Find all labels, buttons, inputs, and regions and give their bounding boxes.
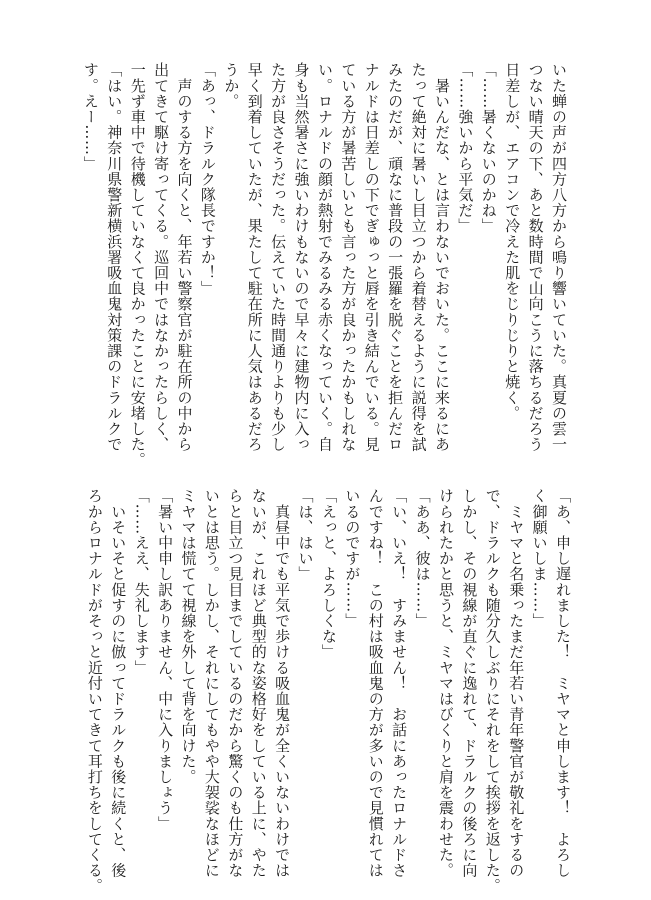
text-line: うか。 xyxy=(222,62,241,109)
text-line: 「い、いえ！ すみません！ お話にあったロナルドさ xyxy=(390,488,409,878)
text-line: 暑いんだな、とは言わないでおいた。ここに来るにあ xyxy=(432,62,451,452)
text-line: 「は、はい」 xyxy=(296,488,315,582)
text-line: ミヤマは慌てて視線を外して背を向けた。 xyxy=(179,488,198,785)
text-line: たって絶対に暑いし目立つから着替えるように説得を試 xyxy=(409,62,428,452)
text-line: 「……暑くないのかね」 xyxy=(479,62,498,234)
text-block-top xyxy=(81,62,570,470)
text-line: た方が良さそうだった。伝えていた時間通りよりも少し xyxy=(269,62,288,452)
text-line: 声のする方を向くと、年若い警察官が駐在所の中から xyxy=(175,62,194,452)
text-line: らと目立つ見目までしているのだから驚くのも仕方がな xyxy=(226,488,245,878)
text-line: 「えっと、よろしくな」 xyxy=(319,488,338,660)
text-line: ミヤマと名乗ったまだ年若い青年警官が敬礼をするの xyxy=(507,488,526,878)
text-line: しかし、その視線が直ぐに逸れて、ドラルクの後ろに向 xyxy=(460,488,479,878)
text-line: ナルドは日差しの下でぎゅっと唇を引き結んでいる。見 xyxy=(362,62,381,452)
text-line: 出てきて駆け寄ってくる。巡回中ではなかったらしく、 xyxy=(152,62,171,452)
text-line: 真昼中でも平気で歩ける吸血鬼が全くいないわけでは xyxy=(273,488,292,878)
text-line: 「あ、申し遅れました！ ミヤマと申します！ よろし xyxy=(554,488,572,878)
text-line: 「はい。神奈川県警新横浜署吸血鬼対策課のドラルクで xyxy=(105,62,124,452)
text-line: ろからロナルドがそっと近付いてきて耳打ちをしてくる。 xyxy=(85,488,104,894)
text-line: す。えー……」 xyxy=(81,62,100,172)
text-line: い。ロナルドの顔が熱射でみるみる赤くなっていく。自 xyxy=(315,62,334,452)
text-line: 「……強いから平気だ」 xyxy=(456,62,475,234)
text-line: 「ああ、彼は……」 xyxy=(413,488,432,629)
text-block-bottom xyxy=(85,488,574,894)
text-line: いるのですが……」 xyxy=(343,488,362,629)
text-line: ている方が暑苦しいとも言った方が良かったかもしれな xyxy=(339,62,358,452)
text-line: 身も当然暑さに強いわけもないので早々に建物内に入っ xyxy=(292,62,311,452)
text-line: んですね！ この村は吸血鬼の方が多いので見慣れては xyxy=(366,488,385,878)
text-line: いとは思う。しかし、それにしてもやや大袈裟なほどに xyxy=(202,488,221,878)
text-line: 「……ええ、失礼します」 xyxy=(132,488,151,676)
text-line: 早く到着していたが、果たして駐在所に人気はあるだろ xyxy=(245,62,264,452)
text-line: つない晴天の下、あと数時間で山向こうに落ちるだろう xyxy=(526,62,545,452)
text-line: みたのだが、頑なに普段の一張羅を脱ぐことを拒んだロ xyxy=(386,62,405,452)
text-line: いそいそと促すのに倣ってドラルクも後に続くと、後 xyxy=(109,488,128,878)
text-line: 一先ず車中で待機していなくて良かったことに安堵した。 xyxy=(128,62,147,468)
text-line: 「暑い中申し訳ありません、中に入りましょう」 xyxy=(156,488,175,832)
text-line: けられたかと思うと、ミヤマはびくりと肩を震わせた。 xyxy=(436,488,455,878)
text-line: 日差しが、エアコンで冷えた肌をじりじりと焼く。 xyxy=(503,62,522,421)
text-line: いた蝉の声が四方八方から鳴り響いていた。真夏の雲一 xyxy=(550,62,568,452)
text-line: く御願いしま……」 xyxy=(530,488,549,629)
text-line: 「あっ、ドラルク隊長ですか！」 xyxy=(198,62,217,296)
text-line: ないが、これほど典型的な姿格好をしている上に、やた xyxy=(249,488,268,878)
text-line: で、ドラルクも随分久しぶりにそれをして挨拶を返した。 xyxy=(483,488,502,894)
